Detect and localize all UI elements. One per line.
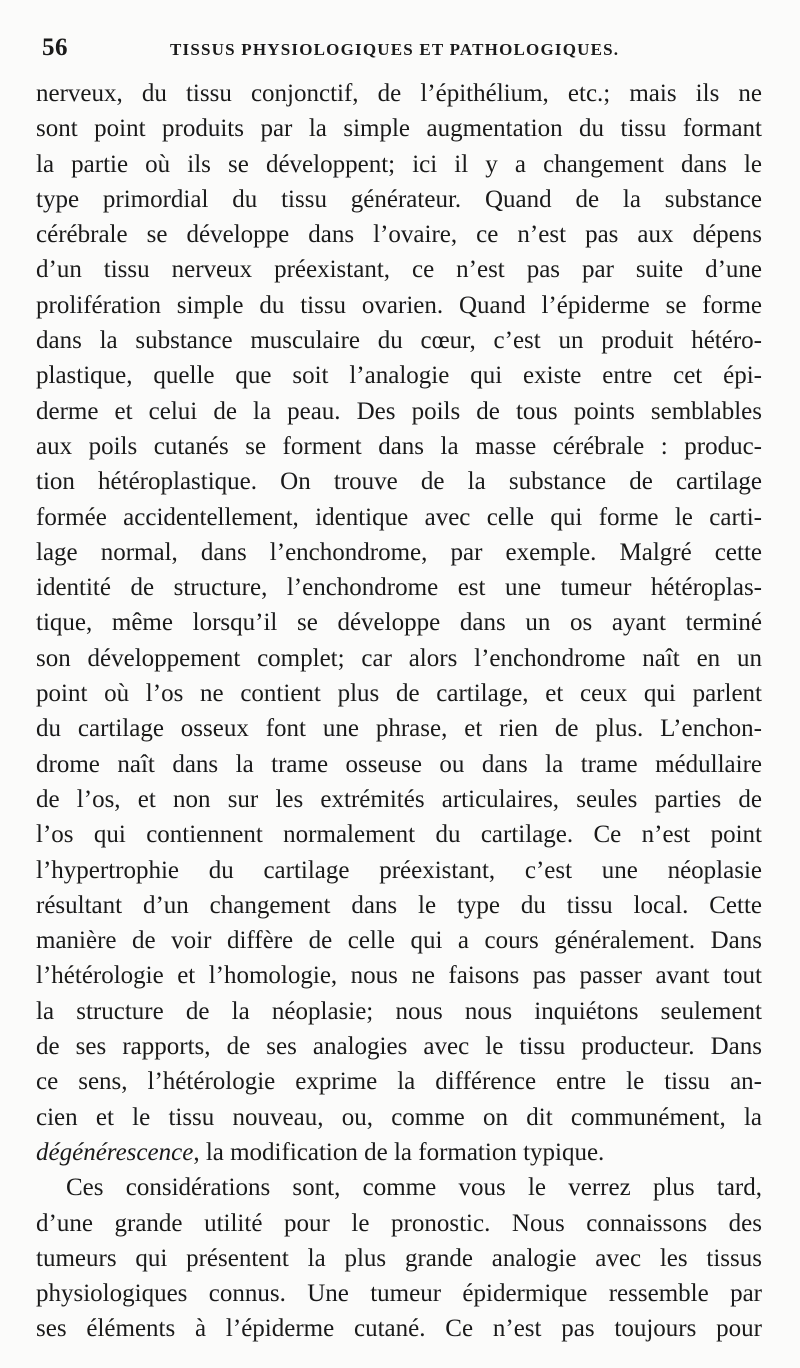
text-line: la structure de la néoplasie; nous nous inquiétons seulement	[36, 997, 762, 1025]
body-text	[36, 76, 762, 1347]
text-line: tion hétéroplastique. On trouve de la substance de cartilage	[36, 468, 762, 496]
italic-term: dégénérescence	[36, 1138, 194, 1166]
text-line: d’une grande utilité pour le pronostic. Nous connaissons des	[36, 1209, 762, 1237]
text-line: de ses rapports, de ses analogies avec le tissu producteur. Dans	[36, 1033, 762, 1061]
text-line: prolifération simple du tissu ovarien. Quand l’épiderme se forme	[36, 291, 762, 319]
text-line: de l’os, et non sur les extrémités articulaires, seules parties de	[36, 785, 762, 813]
text-line: la partie où ils se développent; ici il y a changement dans le	[36, 150, 762, 178]
text-line: ce sens, l’hétérologie exprime la différence entre le tissu an-	[36, 1068, 762, 1096]
text-line: ses éléments à l’épiderme cutané. Ce n’est pas toujours pour	[36, 1315, 762, 1343]
text-line: nerveux, du tissu conjonctif, de l’épithélium, etc.; mais ils ne	[36, 80, 762, 107]
text-line: tumeurs qui présentent la plus grande analogie avec les tissus	[36, 1244, 762, 1272]
text-line	[36, 1135, 762, 1170]
text-line: type primordial du tissu générateur. Quand de la substance	[36, 185, 762, 213]
text-line: physiologiques connus. Une tumeur épidermique ressemble par	[36, 1280, 762, 1308]
text-line: formée accidentellement, identique avec celle qui forme le carti-	[36, 503, 762, 531]
text-line: aux poils cutanés se forment dans la masse cérébrale : produc-	[36, 432, 762, 460]
paragraph	[36, 76, 762, 1170]
text-line: lage normal, dans l’enchondrome, par exemple. Malgré cette	[36, 538, 762, 566]
text-line: sont point produits par la simple augmentation du tissu formant	[36, 115, 762, 143]
text-line: identité de structure, l’enchondrome est une tumeur hétéroplas-	[36, 574, 762, 602]
text-line: dans la substance musculaire du cœur, c’est un produit hétéro-	[36, 327, 762, 355]
text-line: manière de voir diffère de celle qui a cours généralement. Dans	[36, 927, 762, 955]
text-line: l’hypertrophie du cartilage préexistant, c’est une néoplasie	[36, 856, 762, 884]
text-line: derme et celui de la peau. Des poils de tous points semblables	[36, 397, 762, 425]
text-line: cien et le tissu nouveau, ou, comme on dit communément, la	[36, 1103, 762, 1131]
text-line: l’hétérologie et l’homologie, nous ne faisons pas passer avant tout	[36, 962, 762, 990]
text-line: drome naît dans la trame osseuse ou dans la trame médullaire	[36, 750, 762, 778]
text-line: tique, même lorsqu’il se développe dans un os ayant terminé	[36, 609, 762, 637]
text-line: plastique, quelle que soit l’analogie qui existe entre cet épi-	[36, 362, 762, 390]
page-number: 56	[42, 34, 68, 61]
text-line: d’un tissu nerveux préexistant, ce n’est pas par suite d’une	[36, 256, 762, 284]
text-line: l’os qui contiennent normalement du cartilage. Ce n’est point	[36, 821, 762, 849]
paragraph	[36, 1170, 762, 1346]
page-header	[36, 34, 758, 68]
text-line: du cartilage osseux font une phrase, et rien de plus. L’enchon-	[36, 715, 762, 743]
text-line: cérébrale se développe dans l’ovaire, ce n’est pas aux dépens	[36, 221, 762, 249]
text-line: résultant d’un changement dans le type du tissu local. Cette	[36, 891, 762, 919]
text-segment: , la modification de la formation typique.	[193, 1138, 605, 1166]
text-line: son développement complet; car alors l’enchondrome naît en un	[36, 644, 762, 672]
running-title: TISSUS PHYSIOLOGIQUES ET PATHOLOGIQUES.	[170, 40, 620, 59]
text-line: point où l’os ne contient plus de cartilage, et ceux qui parlent	[36, 680, 762, 708]
text-line: Ces considérations sont, comme vous le verrez plus tard,	[66, 1174, 762, 1202]
